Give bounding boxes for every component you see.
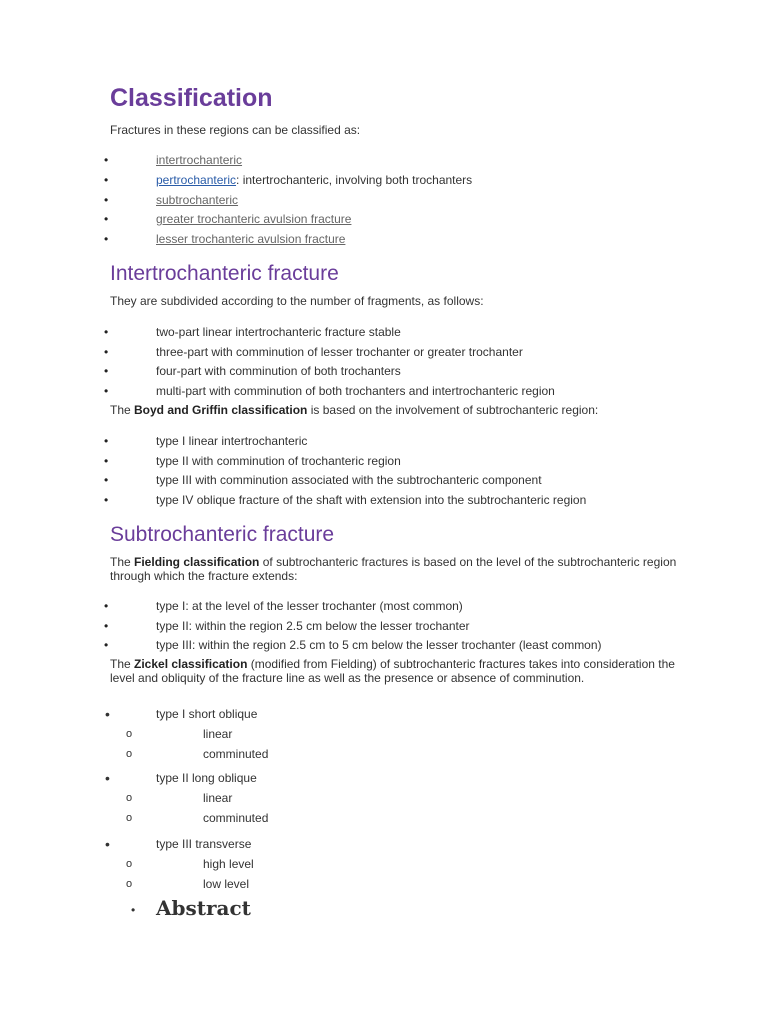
classification-heading: Classification [110, 84, 273, 112]
bullet-icon: • [104, 619, 109, 633]
document-page: Classification Fractures in these regions can be classified as: • intertrochanteric • pertrochanteric: intertrochanteric, involving both trochanters • subtrochanteric • greater trochanteric avulsion fracture • lesser trochanteric avulsion fracture Intertrochanteric fracture They are subdivided according to the number of fragments, as follows: • two-part linear intertrochanteric fracture stable • three-part with comminution of lesser trochanter or greater trochanter • four-part with comminution of both trochanters • multi-part with comminution of both trochanters and intertrochanteric region The Boyd and Griffin classification is based on the involvement of subtrochanteric region: • type I linear intertrochanteric • type II with comminution of trochanteric region • type III with comminution associated with the subtrochanteric component • type IV oblique fracture of the shaft with extension into the subtrochanteric region Subtrochanteric fracture The Fielding classification of subtrochanteric fractures is based on the level of the subtrochanteric region through which the fracture extends: • type I: at the level of the lesser trochanter (most common) • type II: within the region 2.5 cm below the lesser trochanter • type III: within the region 2.5 cm to 5 cm below the lesser trochanter (least common) The Zickel classification (modified from Fielding) of subtrochanteric fractures takes into consideration the level and obliquity of the fracture line as well as the presence or absence of comminution. • type I short oblique o linear o comminuted • type II long oblique o linear o comminuted • type III transverse o high level o low level • Abstract [0, 0, 768, 1024]
intertrochanteric-heading: Intertrochanteric fracture [110, 262, 339, 285]
fielding-paragraph: The Fielding classification of subtrochanteric fractures is based on the level of the subtrochanteric region through which the fracture extends: [110, 555, 677, 583]
circle-bullet-icon: o [126, 812, 133, 824]
greater-trochanteric-link[interactable]: greater trochanteric avulsion fracture [156, 212, 352, 226]
bullet-icon: • [104, 599, 109, 613]
circle-bullet-icon: o [126, 878, 133, 890]
boyd-griffin-paragraph: The Boyd and Griffin classification is based on the involvement of subtrochanteric region: [110, 403, 599, 417]
circle-bullet-icon: o [126, 792, 133, 804]
bullet-icon: • [104, 153, 109, 167]
bullet-icon: • [104, 345, 109, 359]
subtrochanteric-link[interactable]: subtrochanteric [156, 193, 239, 207]
fielding-term: Fielding classification [134, 555, 260, 569]
bullet-icon: • [104, 473, 109, 487]
bullet-icon: • [104, 364, 109, 378]
bullet-icon: • [104, 173, 109, 187]
abstract-heading: Abstract [156, 896, 251, 920]
zickel-paragraph: The Zickel classification (modified from Fielding) of subtrochanteric fractures takes into consideration the level and obliquity of the fracture line as well as the presence or absence of comminution. [110, 657, 675, 685]
bullet-icon: • [104, 434, 109, 448]
bullet-icon: • [104, 232, 109, 246]
bullet-icon: • [104, 493, 109, 507]
intertrochanteric-link[interactable]: intertrochanteric [156, 153, 243, 167]
bullet-icon: • [105, 836, 110, 852]
bullet-icon: • [105, 770, 110, 786]
subtrochanteric-heading: Subtrochanteric fracture [110, 523, 335, 546]
bullet-icon: • [104, 212, 109, 226]
boyd-griffin-term: Boyd and Griffin classification [134, 403, 308, 417]
pertrochanteric-description: : intertrochanteric, involving both trochanters [236, 173, 473, 187]
zickel-term: Zickel classification [134, 657, 248, 671]
circle-bullet-icon: o [126, 858, 133, 870]
bullet-icon: • [104, 638, 109, 652]
bullet-icon: • [104, 325, 109, 339]
circle-bullet-icon: o [126, 748, 133, 760]
bullet-icon: • [104, 193, 109, 207]
pertrochanteric-link[interactable]: pertrochanteric [156, 173, 237, 187]
bullet-icon: • [105, 706, 110, 722]
bullet-icon: • [131, 903, 136, 917]
bullet-icon: • [104, 454, 109, 468]
intertrochanteric-intro: They are subdivided according to the number of fragments, as follows: [110, 294, 484, 308]
classification-intro: Fractures in these regions can be classified as: [110, 123, 361, 137]
lesser-trochanteric-link[interactable]: lesser trochanteric avulsion fracture [156, 232, 346, 246]
bullet-icon: • [104, 384, 109, 398]
circle-bullet-icon: o [126, 728, 133, 740]
